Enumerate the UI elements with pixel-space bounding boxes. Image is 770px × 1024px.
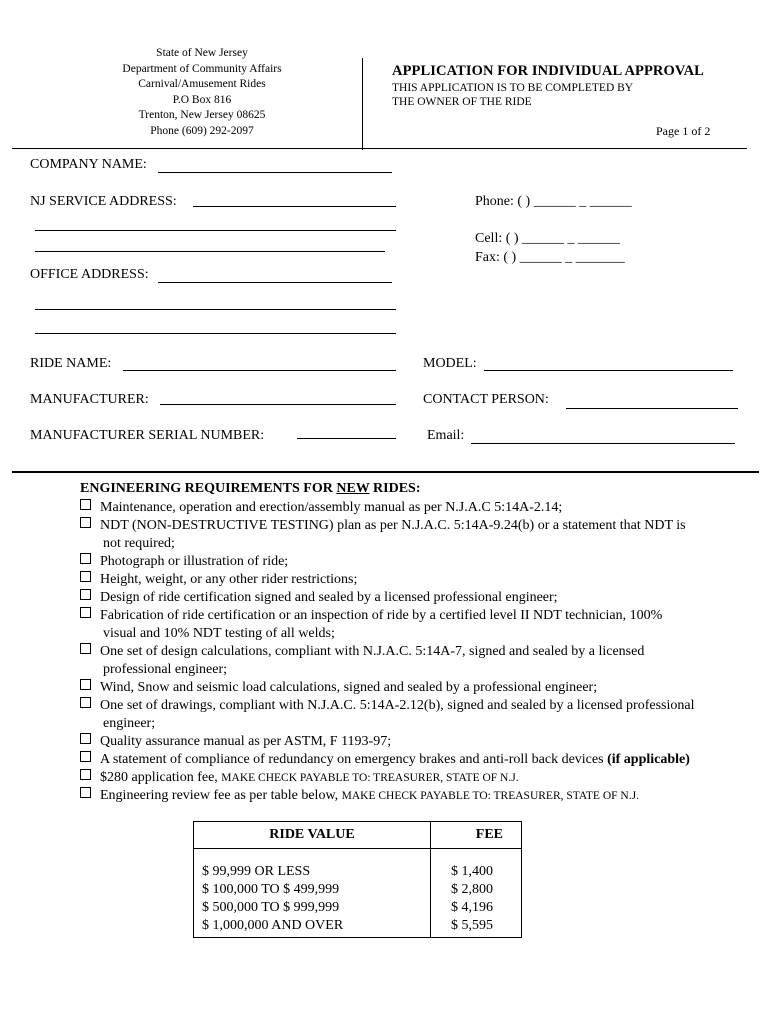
fee-header: FEE — [431, 822, 522, 849]
fax-field[interactable]: Fax: ( ) ______ _ _______ — [475, 250, 625, 265]
serial-number-label: MANUFACTURER SERIAL NUMBER: — [30, 428, 265, 443]
manufacturer-label: MANUFACTURER: — [30, 392, 149, 407]
agency-line: Phone (609) 292-2097 — [150, 124, 254, 137]
contact-person-label: CONTACT PERSON: — [423, 392, 549, 407]
cell-field[interactable]: Cell: ( ) ______ _ ______ — [475, 231, 621, 246]
header-rule — [12, 148, 747, 149]
nj-service-address-label: NJ SERVICE ADDRESS: — [30, 194, 177, 209]
page-title: APPLICATION FOR INDIVIDUAL APPROVAL — [392, 63, 704, 79]
office-address-field[interactable] — [158, 282, 392, 283]
list-item-payee: MAKE CHECK PAYABLE TO: TREASURER, STATE OF N.J. — [341, 790, 639, 802]
checkbox[interactable] — [80, 679, 91, 690]
list-item — [80, 499, 748, 517]
fee-value: $ 1,400 — [451, 864, 493, 879]
agency-line: Trenton, New Jersey 08625 — [138, 109, 266, 121]
ride-value: $ 99,999 OR LESS — [202, 864, 311, 879]
office-address-line-3[interactable] — [35, 333, 396, 334]
office-address-line-2[interactable] — [35, 309, 396, 310]
checkbox[interactable] — [80, 571, 91, 582]
list-item — [80, 517, 748, 553]
ride-value: $ 1,000,000 AND OVER — [202, 918, 344, 933]
checkbox[interactable] — [80, 607, 91, 618]
ride-name-field[interactable] — [123, 370, 396, 371]
fee-value: $ 4,196 — [451, 900, 493, 915]
ride-name-label: RIDE NAME: — [30, 356, 112, 371]
company-name-label: COMPANY NAME: — [30, 157, 147, 172]
list-item-text: Engineering review fee as per table below, — [100, 788, 342, 803]
fee-cell — [431, 849, 522, 938]
list-item — [80, 769, 748, 787]
manufacturer-field[interactable] — [160, 404, 396, 405]
agency-line: State of New Jersey — [156, 47, 248, 59]
requirements-list — [80, 499, 748, 805]
email-field[interactable] — [471, 443, 735, 444]
list-item-text: professional engineer; — [103, 662, 228, 677]
ride-value-cell — [194, 849, 431, 938]
serial-number-field[interactable] — [297, 438, 396, 439]
list-item-text: NDT (NON-DESTRUCTIVE TESTING) plan as per N.J.A.C. 5:14A-9.24(b) or a statement that NDT is — [100, 518, 686, 533]
engineering-title-new: NEW — [336, 481, 370, 496]
ride-value-header: RIDE VALUE — [194, 822, 431, 849]
checkbox[interactable] — [80, 769, 91, 780]
checkbox[interactable] — [80, 787, 91, 798]
checkbox[interactable] — [80, 589, 91, 600]
list-item-text: Fabrication of ride certification or an inspection of ride by a certified level II NDT technician, 100% — [100, 608, 663, 623]
list-item-text: Wind, Snow and seismic load calculations, signed and sealed by a professional engineer; — [100, 680, 598, 695]
contact-person-field[interactable] — [566, 408, 738, 409]
list-item-text: Photograph or illustration of ride; — [100, 554, 289, 569]
list-item — [80, 679, 748, 697]
list-item-text: One set of drawings, compliant with N.J.A.C. 5:14A-2.12(b), signed and sealed by a licensed professional — [100, 698, 695, 713]
ride-value: $ 100,000 TO $ 499,999 — [202, 882, 340, 897]
section-rule — [12, 471, 759, 473]
list-item-payee: MAKE CHECK PAYABLE TO: TREASURER, STATE OF N.J. — [221, 772, 519, 784]
list-item-text: engineer; — [103, 716, 156, 731]
agency-address — [88, 46, 316, 139]
model-field[interactable] — [484, 370, 733, 371]
list-item-text: Quality assurance manual as per ASTM, F 1193-97; — [100, 734, 392, 749]
list-item-text: A statement of compliance of redundancy on emergency brakes and anti-roll back devices — [100, 752, 608, 767]
engineering-title-start: ENGINEERING REQUIREMENTS FOR — [80, 481, 337, 496]
checkbox[interactable] — [80, 751, 91, 762]
fee-value: $ 2,800 — [451, 882, 493, 897]
agency-line: P.O Box 816 — [172, 93, 232, 106]
list-item — [80, 607, 748, 643]
list-item — [80, 589, 748, 607]
list-item-text: Maintenance, operation and erection/assembly manual as per N.J.A.C 5:14A-2.14; — [100, 500, 563, 515]
list-item — [80, 571, 748, 589]
email-label: Email: — [427, 428, 465, 443]
list-item-emphasis: (if applicable) — [607, 752, 690, 767]
engineering-title-end: RIDES: — [369, 481, 421, 496]
page-number: Page 1 of 2 — [656, 124, 711, 138]
list-item — [80, 553, 748, 571]
list-item-text: One set of design calculations, compliant with N.J.A.C. 5:14A-7, signed and sealed by a licensed — [100, 644, 645, 659]
checkbox[interactable] — [80, 643, 91, 654]
list-item — [80, 787, 748, 805]
table-header-row — [194, 822, 522, 849]
list-item-text: $280 application fee, — [100, 770, 222, 785]
checkbox[interactable] — [80, 553, 91, 564]
list-item — [80, 751, 748, 769]
engineering-title — [80, 481, 421, 497]
checkbox[interactable] — [80, 517, 91, 528]
page-subtitle — [392, 81, 633, 109]
list-item-text: visual and 10% NDT testing of all welds; — [103, 626, 335, 641]
fee-value: $ 5,595 — [451, 918, 493, 933]
ride-value: $ 500,000 TO $ 999,999 — [202, 900, 340, 915]
header-divider — [362, 58, 363, 150]
checkbox[interactable] — [80, 697, 91, 708]
office-address-label: OFFICE ADDRESS: — [30, 267, 149, 282]
subtitle-line: THIS APPLICATION IS TO BE COMPLETED BY — [392, 82, 634, 94]
list-item — [80, 697, 748, 733]
checkbox[interactable] — [80, 733, 91, 744]
list-item — [80, 733, 748, 751]
company-name-field[interactable] — [158, 172, 392, 173]
agency-line: Department of Community Affairs — [122, 62, 282, 75]
checkbox[interactable] — [80, 499, 91, 510]
list-item — [80, 643, 748, 679]
subtitle-line: THE OWNER OF THE RIDE — [392, 96, 532, 108]
nj-service-address-line-2[interactable] — [35, 230, 396, 231]
model-label: MODEL: — [423, 356, 477, 371]
fee-table — [193, 821, 522, 938]
list-item-text: Design of ride certification signed and sealed by a licensed professional engineer; — [100, 590, 558, 605]
list-item-text: not required; — [103, 536, 175, 551]
table-row — [194, 849, 522, 938]
nj-service-address-field[interactable] — [193, 206, 396, 207]
nj-service-address-line-3[interactable] — [35, 251, 385, 252]
phone-field[interactable]: Phone: ( ) ______ _ ______ — [475, 194, 632, 209]
agency-line: Carnival/Amusement Rides — [138, 78, 266, 90]
list-item-text: Height, weight, or any other rider restrictions; — [100, 572, 358, 587]
